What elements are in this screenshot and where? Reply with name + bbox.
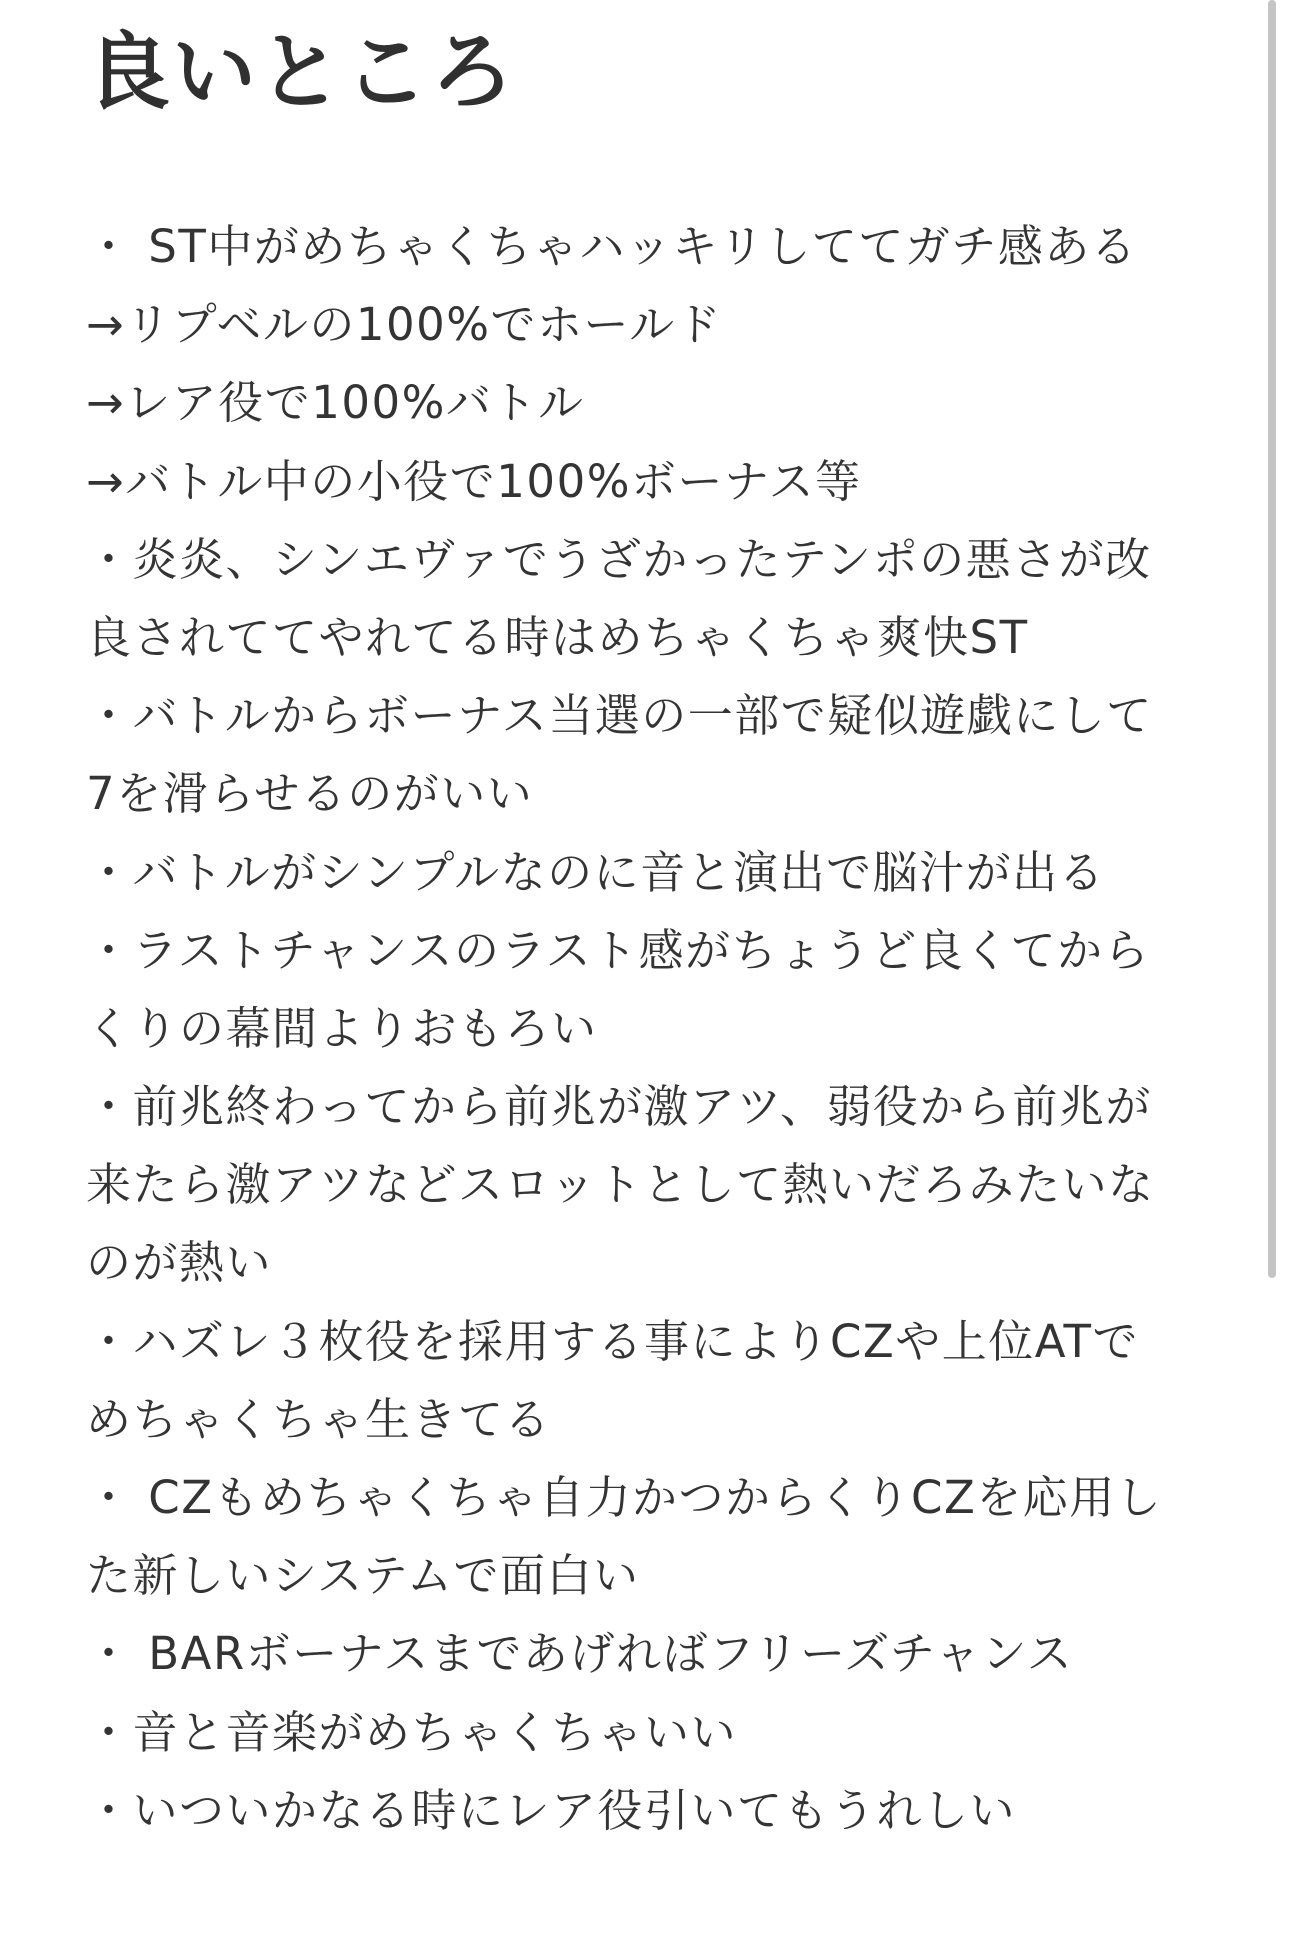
body-line: ・いついかなる時にレア役引いてもうれしい — [86, 1783, 1017, 1837]
body-line: ・音と音楽がめちゃくちゃいい — [86, 1705, 738, 1759]
body-line: ・ BARボーナスまであげればフリーズチャンス — [86, 1627, 1074, 1681]
body-line: めちゃくちゃ生きてる — [86, 1392, 552, 1446]
body-line: ・炎炎、シンエヴァでうざかったテンポの悪さが改 — [86, 532, 1152, 586]
body-line: ・ハズレ３枚役を採用する事によりCZや上位ATで — [86, 1314, 1140, 1368]
body-line: ・バトルからボーナス当選の一部で疑似遊戯にして — [86, 689, 1153, 743]
body-line: ・バトルがシンプルなのに音と演出で脳汁が出る — [86, 845, 1106, 899]
scrollbar-thumb[interactable] — [1268, 0, 1276, 1278]
body-line: ・前兆終わってから前兆が激アツ、弱役から前兆が — [86, 1080, 1152, 1134]
body-line: ・ ST中がめちゃくちゃハッキリしててガチ感ある — [86, 220, 1138, 273]
body-line: 良されててやれてる時はめちゃくちゃ爽快ST — [86, 610, 1029, 664]
body-line: くりの幕間よりおもろい — [86, 1001, 598, 1055]
body-line: →リプベルの100%でホールド — [86, 298, 723, 352]
body-line: →バトル中の小役で100%ボーナス等 — [86, 454, 862, 508]
body-line: た新しいシステムで面白い — [86, 1549, 640, 1603]
body-line: のが熱い — [86, 1236, 273, 1290]
body-line: 来たら激アツなどスロットとして熱いだろみたいな — [86, 1158, 1155, 1212]
body-line: ・ラストチャンスのラスト感がちょうど良くてから — [86, 923, 1151, 977]
page-title: 良いところ — [86, 23, 517, 121]
note-body — [86, 208, 1216, 1850]
vertical-scrollbar[interactable] — [1268, 0, 1278, 1948]
body-line: ・ CZもめちゃくちゃ自力かつからくりCZを応用し — [86, 1471, 1163, 1524]
body-line: 7を滑らせるのがいい — [86, 767, 534, 821]
body-line: →レア役で100%バトル — [86, 376, 585, 430]
